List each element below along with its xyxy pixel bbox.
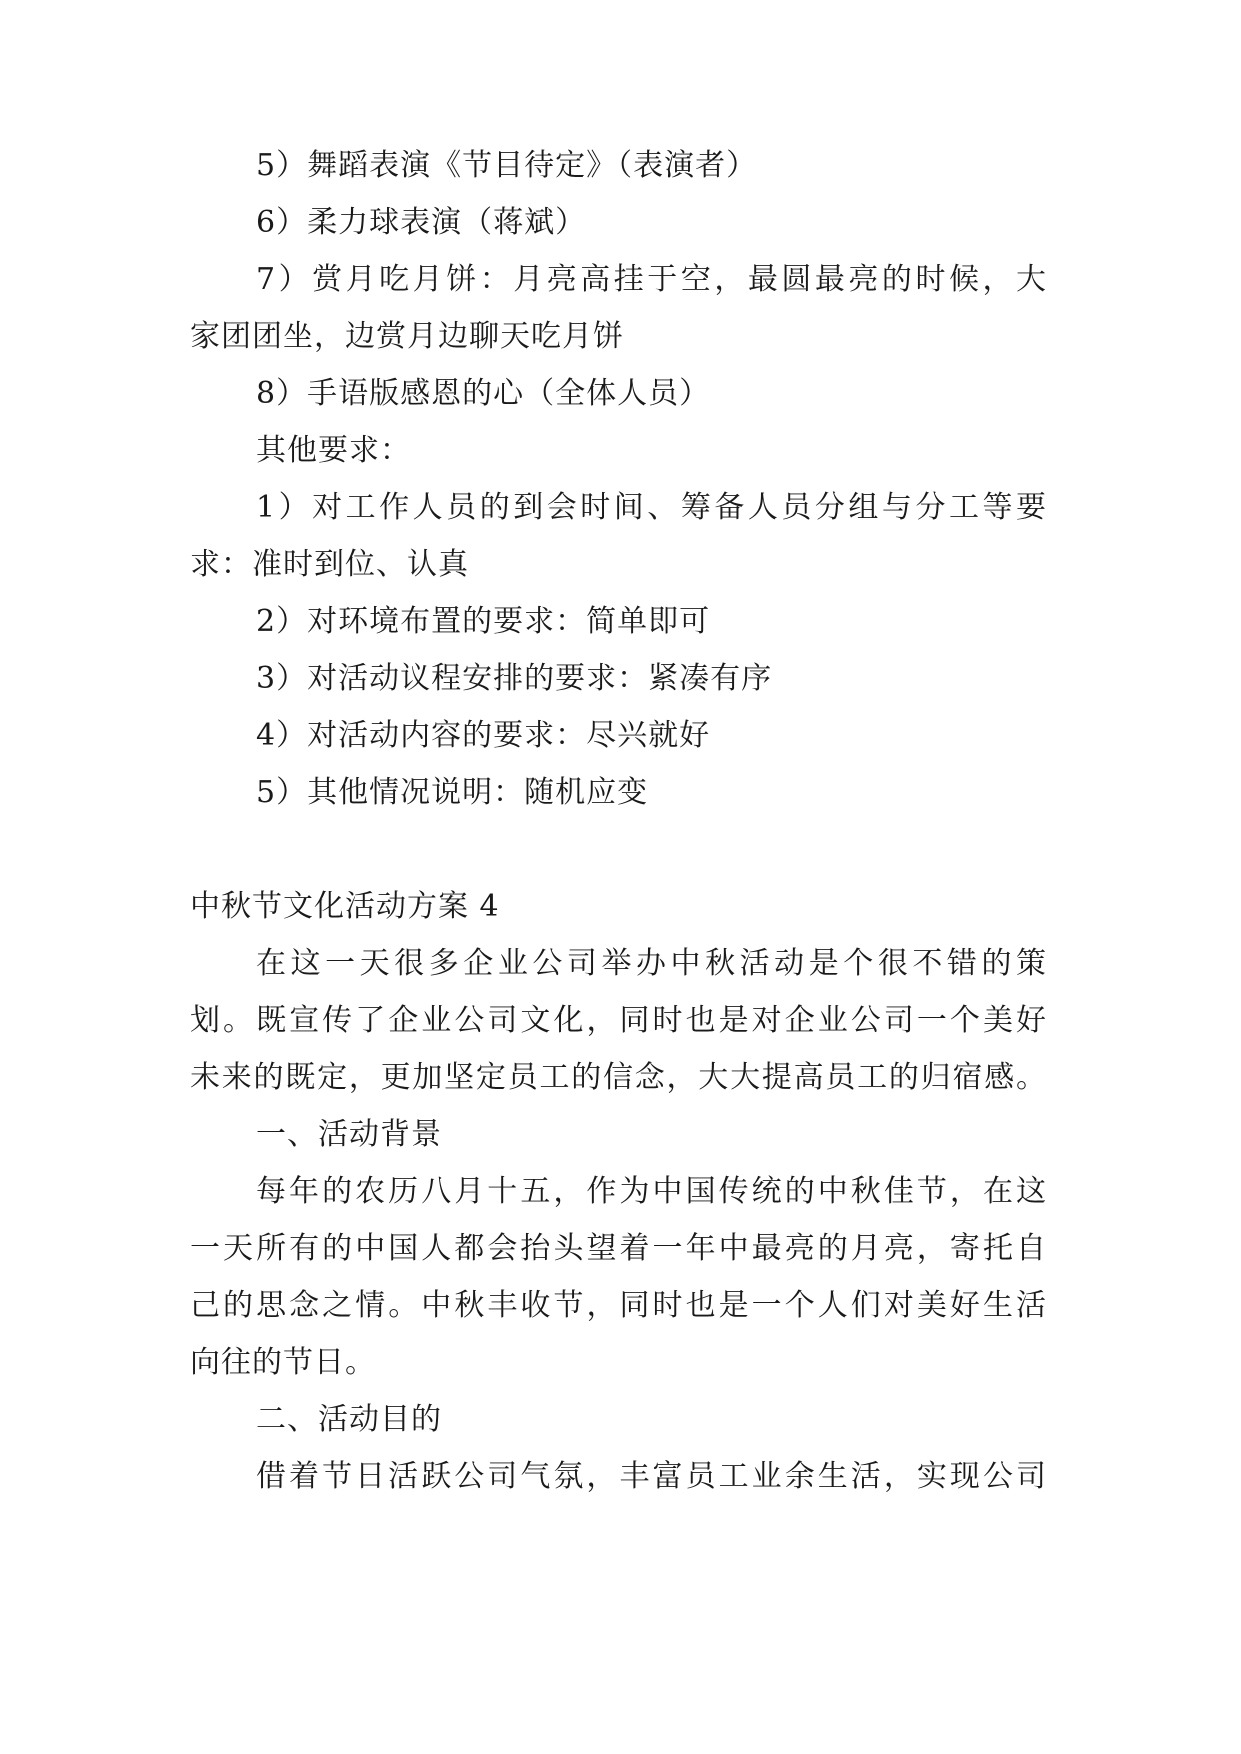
section-1-line-3: 己的思念之情。中秋丰收节，同时也是一个人们对美好生活	[190, 1288, 1046, 1323]
section-1-line-2: 一天所有的中国人都会抬头望着一年中最亮的月亮，寄托自	[190, 1231, 1046, 1266]
intro-line-3: 未来的既定，更加坚定员工的信念，大大提高员工的归宿感。	[190, 1060, 1046, 1095]
section-2-heading: 二、活动目的	[256, 1402, 442, 1437]
program-item-8: 8）手语版感恩的心（全体人员）	[256, 376, 711, 411]
section-2-line-1: 借着节日活跃公司气氛，丰富员工业余生活，实现公司	[256, 1459, 1046, 1494]
requirement-4: 4）对活动内容的要求：尽兴就好	[256, 718, 711, 753]
section-title: 中秋节文化活动方案 4	[190, 889, 500, 924]
intro-line-1: 在这一天很多企业公司举办中秋活动是个很不错的策	[256, 946, 1046, 981]
requirement-3: 3）对活动议程安排的要求：紧凑有序	[256, 661, 773, 696]
requirement-5: 5）其他情况说明：随机应变	[256, 775, 649, 810]
requirement-1-line-1: 1）对工作人员的到会时间、筹备人员分组与分工等要	[256, 490, 1046, 525]
intro-line-2: 划。既宣传了企业公司文化，同时也是对企业公司一个美好	[190, 1003, 1046, 1038]
section-1-heading: 一、活动背景	[256, 1117, 442, 1152]
program-item-7-line-1: 7）赏月吃月饼：月亮高挂于空，最圆最亮的时候，大	[256, 262, 1046, 297]
requirement-2: 2）对环境布置的要求：简单即可	[256, 604, 711, 639]
section-1-line-4: 向往的节日。	[190, 1345, 376, 1380]
program-item-7-line-2: 家团团坐，边赏月边聊天吃月饼	[190, 319, 624, 354]
section-1-line-1: 每年的农历八月十五，作为中国传统的中秋佳节，在这	[256, 1174, 1046, 1209]
other-requirements-heading: 其他要求：	[256, 433, 411, 468]
requirement-1-line-2: 求：准时到位、认真	[190, 547, 469, 582]
program-item-6: 6）柔力球表演（蒋斌）	[256, 205, 587, 240]
program-item-5: 5）舞蹈表演《节目待定》（表演者）	[256, 148, 758, 183]
